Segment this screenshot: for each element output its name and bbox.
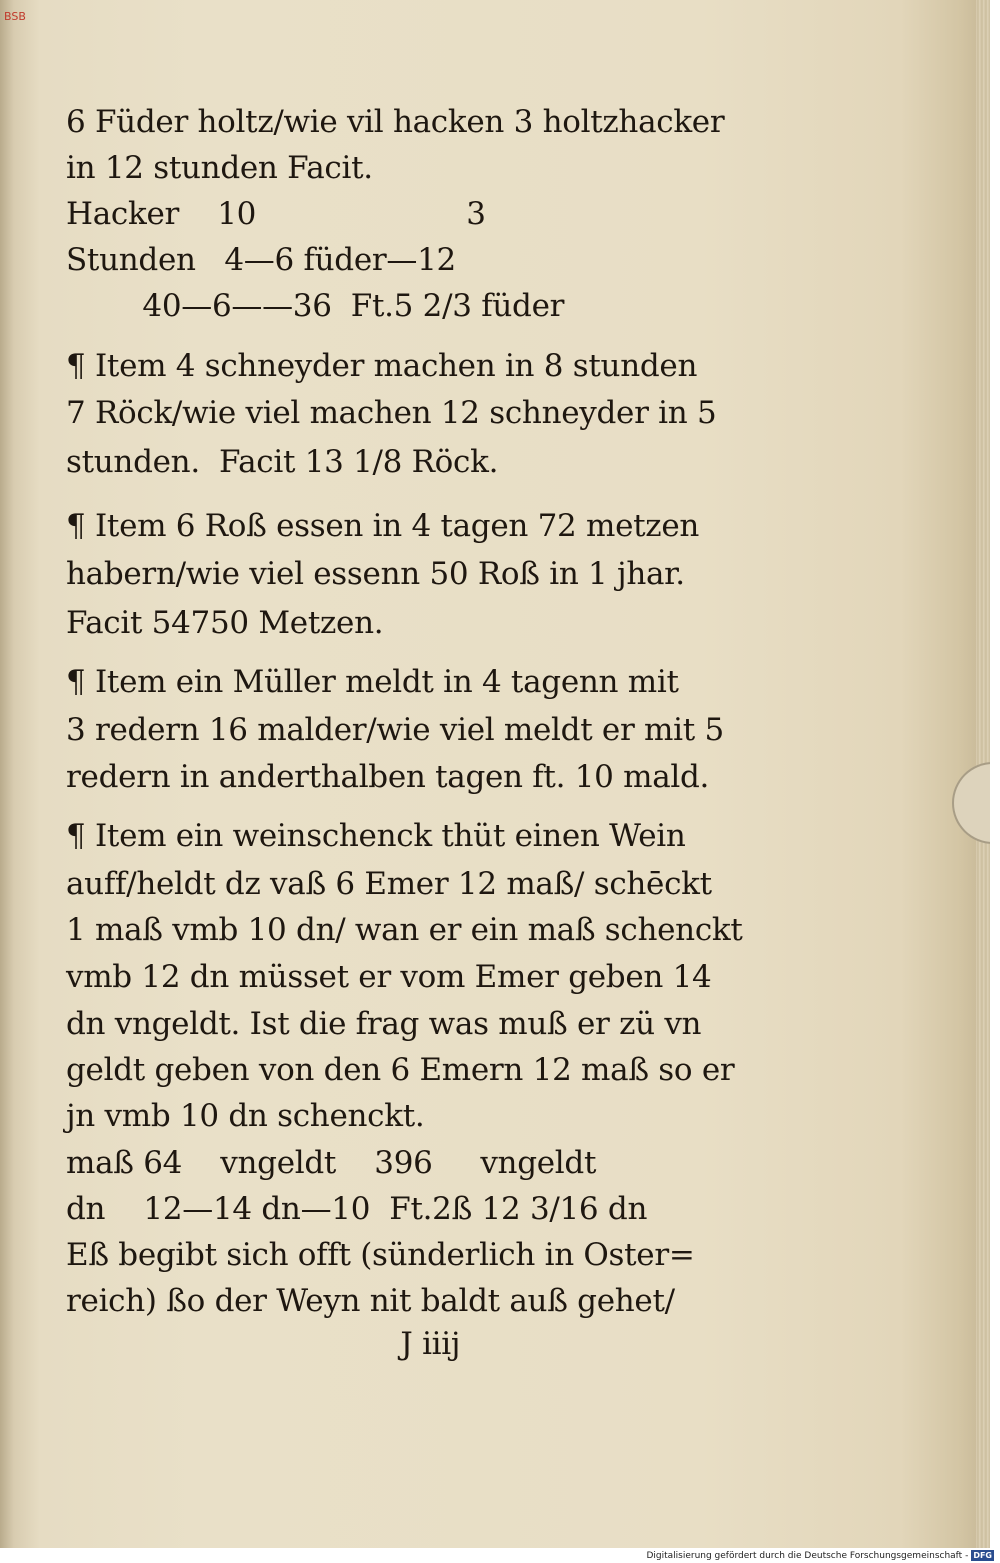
text-line: dn vngeldt. Ist die frag was muß er zü vn [66, 1006, 702, 1042]
credit-text: Digitalisierung gefördert durch die Deutsche Forschungsgemeinschaft - [646, 1551, 969, 1561]
dfg-logo: DFG [973, 1551, 992, 1560]
text-line: Hacker 10 3 [66, 196, 486, 232]
text-line: 6 Füder holtz/wie vil hacken 3 holtzhacker [66, 104, 725, 140]
text-line: reich) ßo der Weyn nit baldt auß gehet/ [66, 1283, 675, 1319]
text-line: Eß begibt sich offt (sünderlich in Oster= [66, 1237, 695, 1273]
text-line: 3 redern 16 malder/wie viel meldt er mit 5 [66, 712, 724, 748]
text-line: ¶ Item ein weinschenck thüt einen Wein [66, 818, 686, 854]
text-line: geldt geben von den 6 Emern 12 maß so er [66, 1052, 735, 1088]
text-line: 1 maß vmb 10 dn/ wan er ein maß schenckt [66, 912, 743, 948]
signature-mark: J iiij [66, 1326, 461, 1362]
text-line: ¶ Item 4 schneyder machen in 8 stunden [66, 348, 698, 384]
text-line: Facit 54750 Metzen. [66, 605, 384, 641]
text-line: 7 Röck/wie viel machen 12 schneyder in 5 [66, 395, 717, 431]
text-line: auff/heldt dz vaß 6 Emer 12 maß/ schēckt [66, 866, 712, 902]
text-line: stunden. Facit 13 1/8 Röck. [66, 444, 499, 480]
text-line: maß 64 vngeldt 396 vngeldt [66, 1145, 597, 1181]
library-mark: BSB [4, 10, 26, 23]
page-clip [952, 762, 990, 844]
text-line: Stunden 4—6 füder—12 [66, 242, 456, 278]
text-line: habern/wie viel essenn 50 Roß in 1 jhar. [66, 556, 685, 592]
text-line: dn 12—14 dn—10 Ft.2ß 12 3/16 dn [66, 1191, 648, 1227]
text-line: 40—6——36 Ft.5 2/3 füder [66, 288, 565, 324]
text-line: vmb 12 dn müsset er vom Emer geben 14 [66, 959, 712, 995]
text-line: in 12 stunden Facit. [66, 150, 373, 186]
text-line: jn vmb 10 dn schenckt. [66, 1098, 425, 1134]
text-line: ¶ Item 6 Roß essen in 4 tagen 72 metzen [66, 508, 700, 544]
text-line: redern in anderthalben tagen ft. 10 mald. [66, 759, 710, 795]
funding-credit [600, 1549, 1000, 1563]
text-line: ¶ Item ein Müller meldt in 4 tagenn mit [66, 664, 679, 700]
